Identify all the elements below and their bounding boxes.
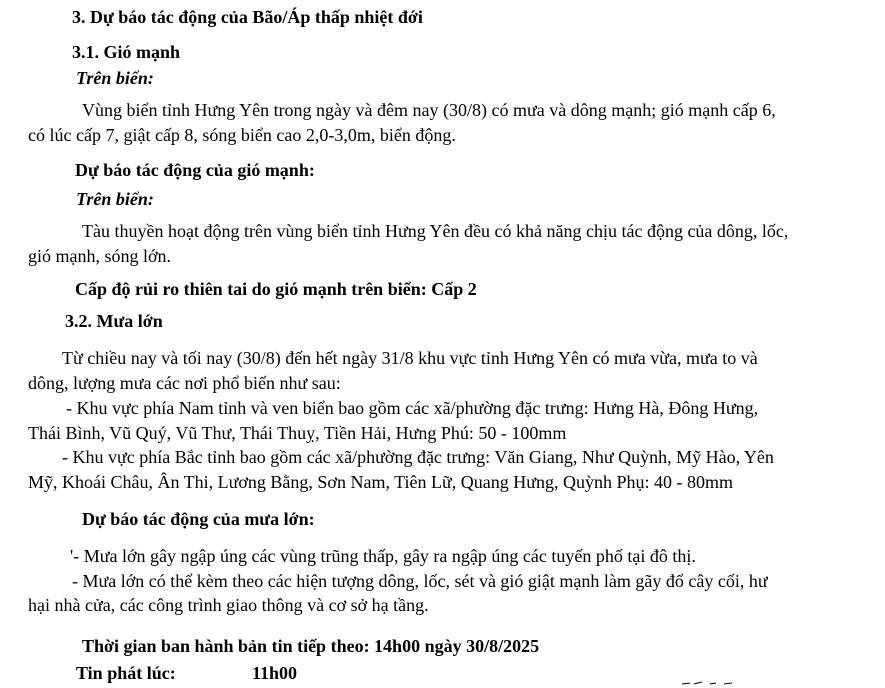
wind-paragraph-line: Vùng biển tỉnh Hưng Yên trong ngày và đêm nay (30/8) có mưa và dông mạnh; gió mạnh cấp 6, xyxy=(82,100,776,120)
rain-paragraph-line: Từ chiều nay và tối nay (30/8) đến hết ngày 31/8 khu vực tỉnh Hưng Yên có mưa vừa, mưa to và xyxy=(62,348,758,368)
next-bulletin-time: Thời gian ban hành bản tin tiếp theo: 14h00 ngày 30/8/2025 xyxy=(82,636,540,656)
issued-time: 11h00 xyxy=(252,663,298,683)
south-region-line: - Khu vực phía Nam tỉnh và ven biển bao gồm các xã/phường đặc trưng: Hưng Hà, Đông Hưng, xyxy=(66,398,759,418)
south-region-line: Thái Bình, Vũ Quý, Vũ Thư, Thái Thuỵ, Tiền Hải, Hưng Phú: 50 - 100mm xyxy=(28,423,567,443)
subheading-3-1: 3.1. Gió mạnh xyxy=(72,42,181,62)
issued-label: Tin phát lúc: xyxy=(76,663,176,683)
north-region-line: - Khu vực phía Bắc tỉnh bao gồm các xã/phường đặc trưng: Văn Giang, Như Quỳnh, Mỹ Hào, Yên xyxy=(62,447,774,467)
wind-impact-line: gió mạnh, sóng lớn. xyxy=(28,246,172,266)
section-heading-3: 3. Dự báo tác động của Bão/Áp thấp nhiệt đới xyxy=(72,7,423,27)
north-region-line: Mỹ, Khoái Châu, Ân Thi, Lương Bằng, Sơn Nam, Tiên Lữ, Quang Hưng, Quỳnh Phụ: 40 - 80mm xyxy=(28,472,733,492)
wind-impact-heading: Dự báo tác động của gió mạnh: xyxy=(75,160,315,180)
sea-label: Trên biển: xyxy=(76,189,154,209)
subheading-3-2: 3.2. Mưa lớn xyxy=(65,311,163,331)
sea-label: Trên biển: xyxy=(76,68,154,88)
wind-paragraph-line: có lúc cấp 7, giật cấp 8, sóng biển cao 2,0-3,0m, biển động. xyxy=(28,125,456,145)
rain-impact-item: hại nhà cửa, các công trình giao thông và cơ sở hạ tầng. xyxy=(28,595,429,615)
wind-impact-line: Tàu thuyền hoạt động trên vùng biển tỉnh Hưng Yên đều có khả năng chịu tác động của dông, lốc, xyxy=(82,221,789,241)
risk-level: Cấp độ rủi ro thiên tai do gió mạnh trên biển: Cấp 2 xyxy=(75,279,477,299)
rain-impact-heading: Dự báo tác động của mưa lớn: xyxy=(82,509,315,529)
rain-impact-item: - Mưa lớn có thể kèm theo các hiện tượng dông, lốc, sét và gió giật mạnh làm gãy đổ cây cối, hư xyxy=(72,571,768,591)
rain-impact-item: '- Mưa lớn gây ngập úng các vùng trũng thấp, gây ra ngập úng các tuyến phố tại đô thị. xyxy=(70,546,696,566)
rain-paragraph-line: dông, lượng mưa các nơi phổ biến như sau: xyxy=(28,373,341,393)
signature-ink-mark xyxy=(680,680,740,686)
